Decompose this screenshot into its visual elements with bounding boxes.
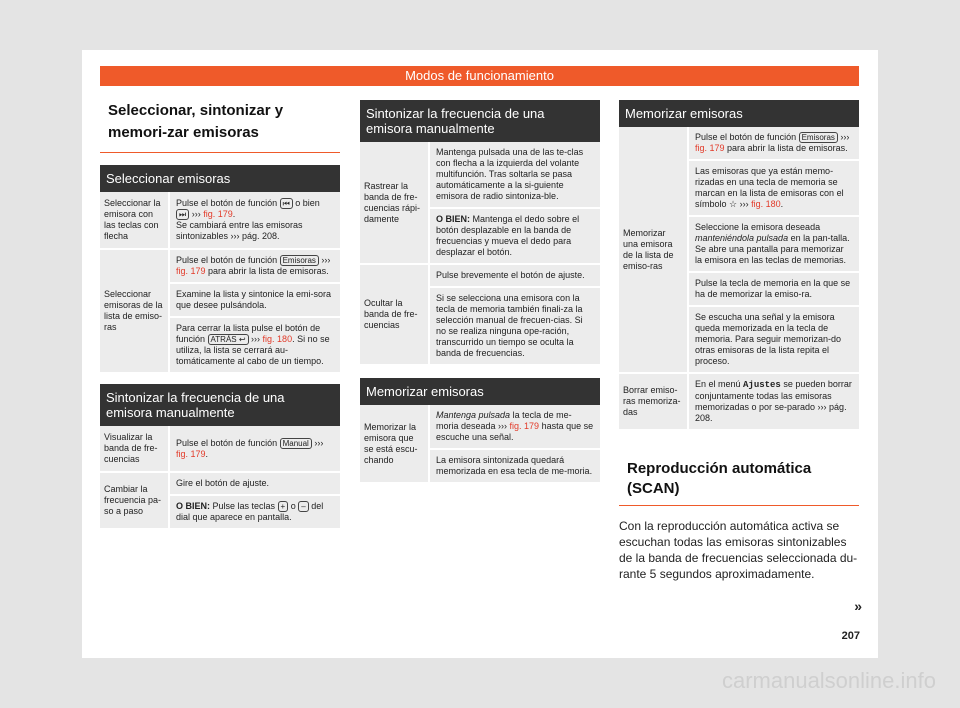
figure-ref[interactable]: fig. 179 — [176, 266, 206, 276]
row-text: O BIEN: Pulse las teclas + o – del dial que aparece en pantalla. — [168, 496, 340, 530]
figure-ref[interactable]: fig. 180 — [262, 334, 293, 344]
row-label: Borrar emiso-ras memoriza-das — [619, 374, 687, 431]
row-label: Cambiar la frecuencia pa-so a paso — [100, 473, 168, 530]
table-title: Sintonizar la frecuencia de una emisora manualmente — [360, 100, 600, 142]
row-text: Para cerrar la lista pulse el botón de función ATRÁS ↩ ››› fig. 180. Si no se utiliza, la lista se cerrará au-tomáticamente al cabo de un tiempo. — [168, 318, 340, 374]
table-row — [100, 473, 340, 496]
table-title: Memorizar emisoras — [619, 100, 859, 127]
row-text: Pulse el botón de función ⏮ o bien ⏭ ››› fig. 179. Se cambiará entre las emisoras sintonizables ››› pág. 208. — [168, 192, 340, 250]
table-sintonizar-manual-cont — [360, 100, 600, 366]
manual-page — [82, 50, 878, 658]
row-text: Las emisoras que ya están memo-rizadas en una tecla de memoria se marcan en la lista de emisoras con el símbolo ☆ ››› fig. 180. — [687, 161, 859, 217]
body-paragraph: Con la reproducción automática activa se escuchan todas las emisoras sintonizables de la banda de frecuencias seleccionada du-rante 5 segundos aproximadamente. — [619, 519, 858, 581]
table-sintonizar-manual — [100, 384, 340, 530]
column-1 — [100, 100, 340, 540]
figure-ref[interactable]: fig. 179 — [695, 143, 725, 153]
row-text: Examine la lista y sintonice la emi-sora que desee pulsándola. — [168, 284, 340, 318]
plus-key: + — [278, 501, 289, 512]
row-text: Se escucha una señal y la emisora queda memorizada en la tecla de memoria. Para seguir memorizan-do otras emisoras de la lista repita el proceso. — [687, 307, 859, 374]
table-seleccionar-emisoras — [100, 165, 340, 374]
prev-key-icon: ⏮ — [280, 198, 293, 209]
column-3 — [619, 100, 859, 582]
manual-key: Manual — [280, 438, 312, 449]
table-row — [619, 127, 859, 161]
row-text: En el menú Ajustes se pueden borrar conjuntamente todas las emisoras memorizadas o por se-parado ››› pág. 208. — [687, 374, 859, 431]
table-memorizar-emisoras — [360, 378, 600, 484]
row-label: Memorizar una emisora de la lista de emiso-ras — [619, 127, 687, 374]
figure-ref[interactable]: fig. 179 — [176, 448, 206, 459]
emisoras-key: Emisoras — [280, 255, 319, 266]
emisoras-key: Emisoras — [799, 132, 838, 143]
row-text: Pulse brevemente el botón de ajuste. — [428, 265, 600, 288]
row-text: O BIEN: Mantenga el dedo sobre el botón desplazable en la banda de frecuencias y mueva el dedo para desplazar el botón. — [428, 209, 600, 265]
row-text: Gire el botón de ajuste. — [168, 473, 340, 496]
figure-ref[interactable]: fig. 179 — [203, 209, 233, 219]
row-label: Memorizar la emisora que se está escu-chando — [360, 405, 428, 484]
table-row — [360, 142, 600, 209]
row-label: Rastrear la banda de fre-cuencias rápi-damente — [360, 142, 428, 265]
table-row — [619, 374, 859, 431]
row-text: Mantenga pulsada la tecla de me-moria deseada ››› fig. 179 hasta que se escuche una señal. — [428, 405, 600, 450]
section-heading-scan: Reproducción automática (SCAN) — [619, 459, 859, 506]
row-label: Visualizar la banda de fre-cuencias — [100, 426, 168, 473]
row-label: Seleccionar la emisora con las teclas con flecha — [100, 192, 168, 250]
section-heading: Seleccionar, sintonizar y memori-zar emisoras — [100, 100, 340, 153]
ajustes-menu-label: Ajustes — [743, 380, 781, 390]
back-key: ATRÁS ↩ — [208, 334, 249, 345]
table-memorizar-emisoras-lista — [619, 100, 859, 431]
next-key-icon: ⏭ — [176, 209, 189, 220]
table-row — [360, 265, 600, 288]
row-text: Pulse el botón de función Emisoras ››› fig. 179 para abrir la lista de emisoras. — [687, 127, 859, 161]
minus-key: – — [298, 501, 308, 512]
row-label: Seleccionar emisoras de la lista de emiso-ras — [100, 250, 168, 374]
row-text: Pulse el botón de función Emisoras ››› fig. 179 para abrir la lista de emisoras. — [168, 250, 340, 284]
figure-ref[interactable]: fig. 179 — [509, 421, 540, 431]
table-title: Seleccionar emisoras — [100, 165, 340, 192]
section-banner: Modos de funcionamiento — [100, 66, 859, 86]
table-row — [100, 250, 340, 284]
row-label: Ocultar la banda de fre-cuencias — [360, 265, 428, 366]
row-text: Pulse el botón de función Manual ››› fig. 179. — [168, 426, 340, 473]
row-text: Seleccione la emisora deseada manteniéndola pulsada en la pan-talla. Se abre una pantalla para memorizar la emisora en las teclas de memorias. — [687, 217, 859, 273]
row-text: Pulse la tecla de memoria en la que se ha de memorizar la emiso-ra. — [687, 273, 859, 307]
watermark: carmanualsonline.info — [721, 668, 936, 693]
row-text: Si se selecciona una emisora con la tecla de memoria también finali-za la selección manual de frecuen-cias. Si no se realiza ninguna ope-ración, transcurrido un tiempo se oculta la banda de frecuencias. — [428, 288, 600, 366]
row-text: Mantenga pulsada una de las te-clas con flecha a la izquierda del volante multifunción. Tras soltarla se pasa automáticamente a la si-guiente emisora de radio sintoniza-ble. — [428, 142, 600, 209]
table-row — [360, 405, 600, 450]
table-row — [100, 426, 340, 473]
figure-ref[interactable]: fig. 180 — [751, 199, 781, 209]
continue-mark: » — [854, 598, 862, 614]
row-text: La emisora sintonizada quedará memorizada en esa tecla de me-moria. — [428, 450, 600, 484]
table-row — [100, 192, 340, 250]
page-number: 207 — [841, 630, 860, 642]
column-2 — [360, 100, 600, 494]
table-title: Sintonizar la frecuencia de una emisora manualmente — [100, 384, 340, 426]
table-title: Memorizar emisoras — [360, 378, 600, 405]
